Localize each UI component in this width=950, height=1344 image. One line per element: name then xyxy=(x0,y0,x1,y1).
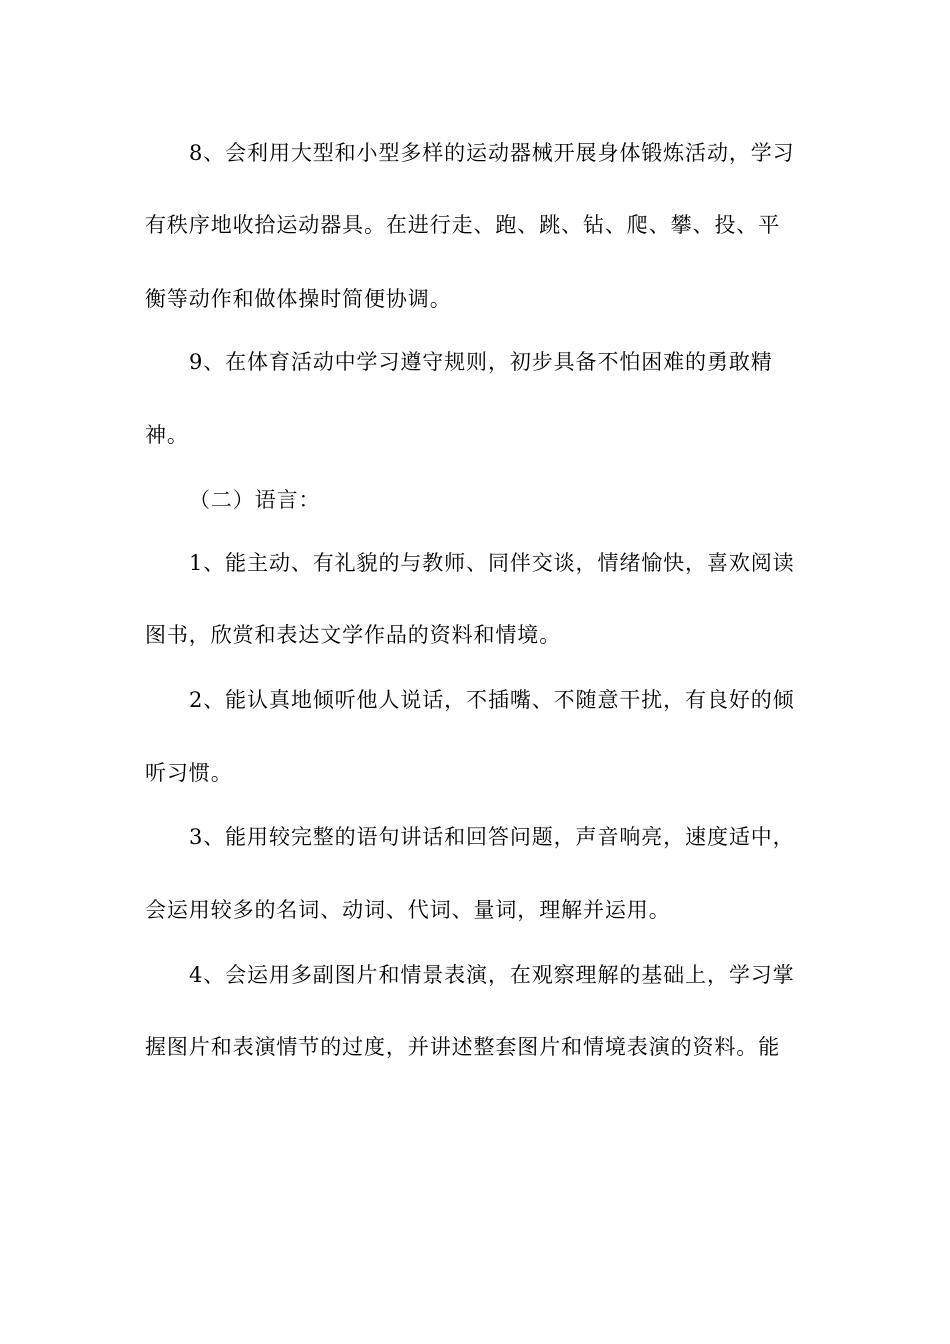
paragraph-line: 2、能认真地倾听他人说话，不插嘴、不随意干扰，有良好的倾 xyxy=(189,688,795,712)
paragraph-line: 图书，欣赏和表达文学作品的资料和情境。 xyxy=(145,623,562,647)
paragraph-line: 有秩序地收拾运动器具。在进行走、跑、跳、钻、爬、攀、投、平 xyxy=(145,213,781,237)
paragraph-line: 听习惯。 xyxy=(145,761,233,785)
section-heading: （二）语言： xyxy=(189,488,321,512)
paragraph-line: 握图片和表演情节的过度，并讲述整套图片和情境表演的资料。能 xyxy=(145,1035,781,1059)
paragraph-line: 9、在体育活动中学习遵守规则，初步具备不怕困难的勇敢精 xyxy=(189,350,773,374)
paragraph-line: 1、能主动、有礼貌的与教师、同伴交谈，情绪愉快，喜欢阅读 xyxy=(189,551,795,575)
paragraph-line: 神。 xyxy=(145,423,189,447)
paragraph-line: 会运用较多的名词、动词、代词、量词，理解并运用。 xyxy=(145,898,671,922)
paragraph-line: 3、能用较完整的语句讲话和回答问题，声音响亮，速度适中， xyxy=(189,825,795,849)
paragraph-line: 衡等动作和做体操时简便协调。 xyxy=(145,287,452,311)
paragraph-line: 8、会利用大型和小型多样的运动器械开展身体锻炼活动，学习 xyxy=(189,141,795,165)
paragraph-line: 4、会运用多副图片和情景表演，在观察理解的基础上，学习掌 xyxy=(189,963,795,987)
